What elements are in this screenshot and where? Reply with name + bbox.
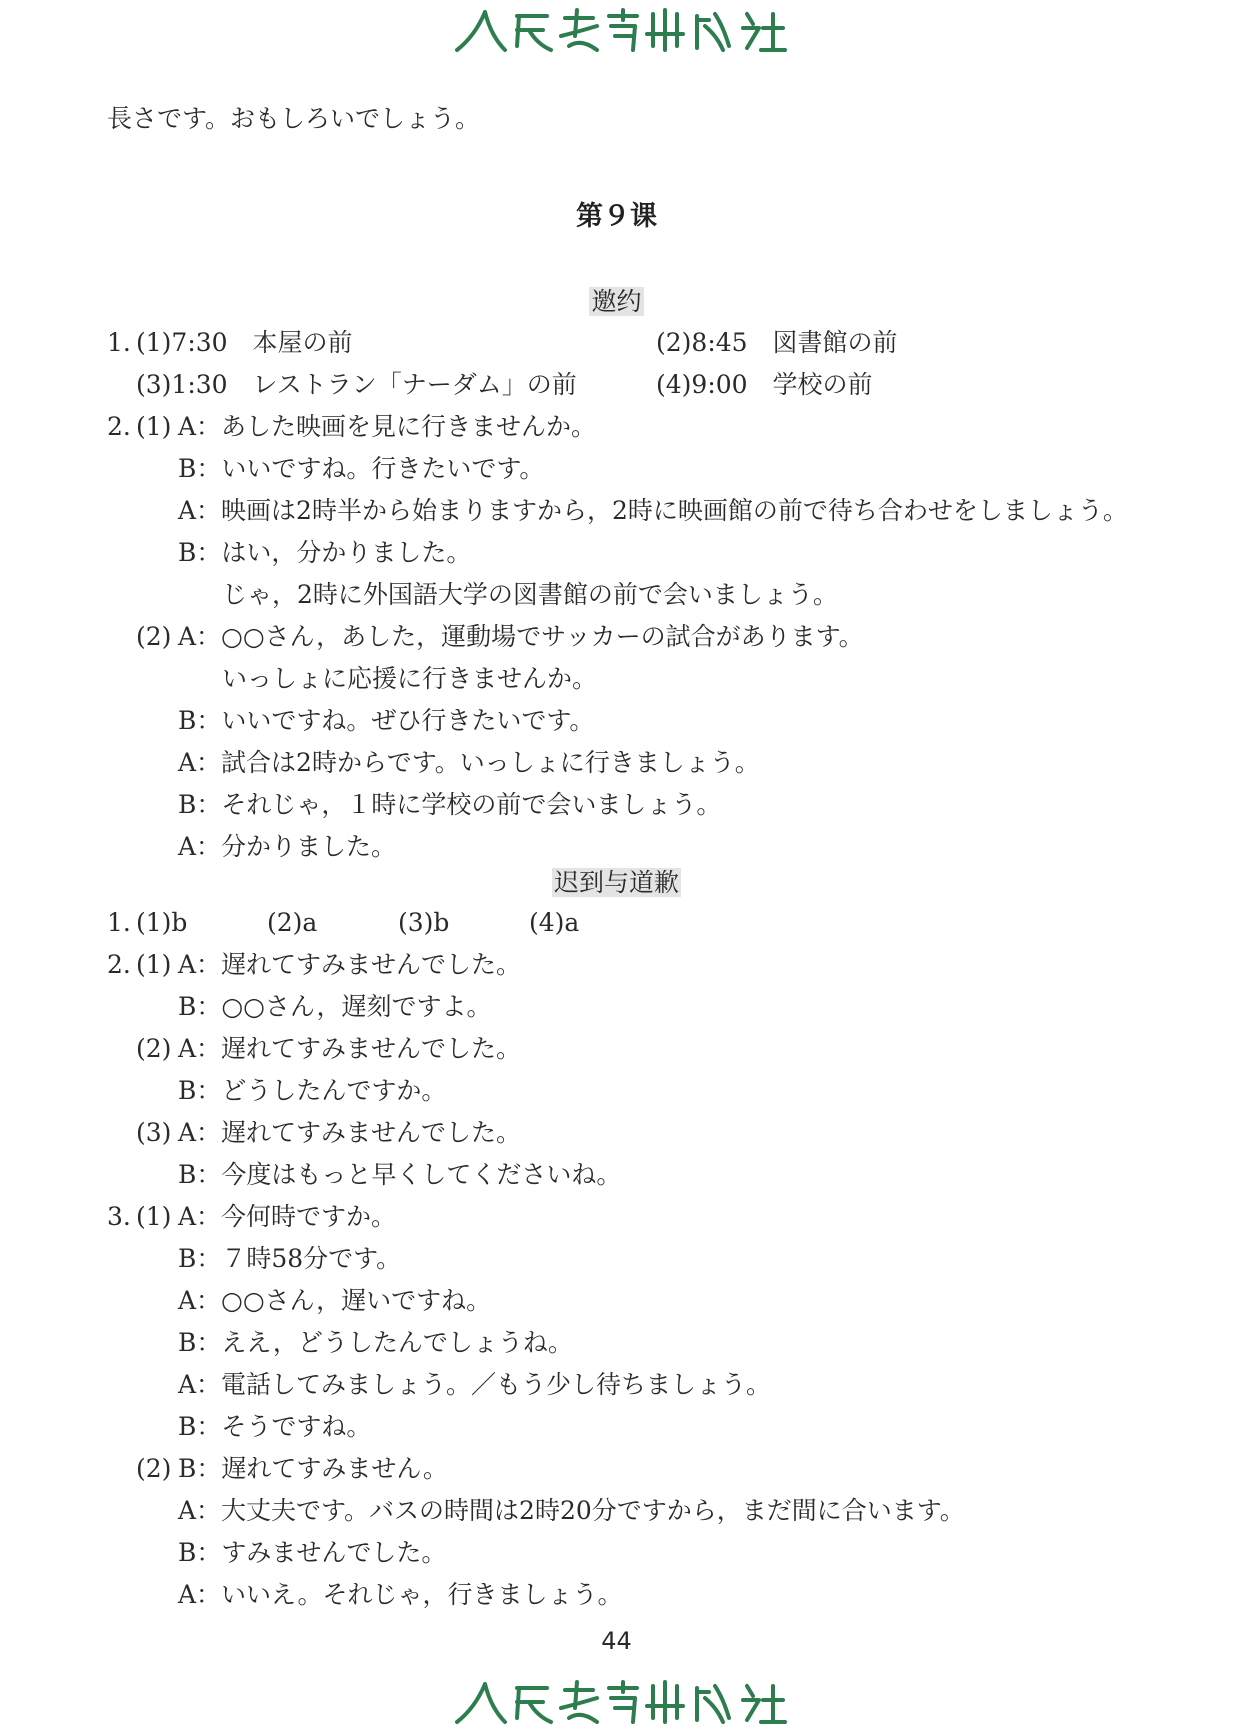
dialogue-line: B：はい，分かりました。: [178, 538, 472, 567]
publisher-logo-image: [447, 1678, 787, 1728]
dialogue-line: B：いいですね。行きたいです。: [178, 454, 545, 483]
late-q1-answer-4: (4)a: [529, 908, 580, 937]
dialogue-line: A：今何時ですか。: [178, 1202, 397, 1231]
invite-q2-num: 2.: [107, 412, 131, 441]
dialogue-line: A：遅れてすみませんでした。: [178, 950, 522, 979]
dialogue-line: B：いいですね。ぜひ行きたいです。: [178, 706, 595, 735]
dialogue-line: A：遅れてすみませんでした。: [178, 1118, 522, 1147]
dialogue-line: A：○○さん，遅いですね。: [178, 1286, 492, 1315]
section-heading-late-text: 迟到与道歉: [553, 868, 679, 897]
dialogue-line: B：遅れてすみません。: [178, 1454, 448, 1483]
dialogue-line: B：それじゃ，１時に学校の前で会いましょう。: [178, 790, 722, 819]
publisher-logo-top: [0, 6, 1233, 60]
invite-q2-p2-label: (2): [136, 622, 172, 651]
dialogue-line: いっしょに応援に行きませんか。: [222, 664, 598, 693]
invite-q1-item-4: (4)9:00 学校の前: [656, 370, 873, 399]
late-q1-answer-1: (1)b: [136, 908, 188, 937]
dialogue-line: B：そうですね。: [178, 1412, 372, 1441]
late-q2-num: 2.: [107, 950, 131, 979]
publisher-logo-image: [447, 6, 787, 56]
invite-q1-item-3: (3)1:30 レストラン「ナーダム」の前: [136, 370, 577, 399]
dialogue-line: A：分かりました。: [178, 832, 397, 861]
late-q3-p1-label: (1): [136, 1202, 172, 1231]
late-q1-answer-2: (2)a: [267, 908, 318, 937]
section-heading-late: [0, 868, 1233, 898]
late-q2-p3-label: (3): [136, 1118, 172, 1147]
invite-q1-num: 1.: [107, 328, 131, 357]
dialogue-line: A：映画は2時半から始まりますから，2時に映画館の前で待ち合わせをしましょう。: [178, 496, 1128, 525]
dialogue-line: A：遅れてすみませんでした。: [178, 1034, 522, 1063]
dialogue-line: B：○○さん，遅刻ですよ。: [178, 992, 492, 1021]
dialogue-line: A：試合は2時からです。いっしょに行きましょう。: [178, 748, 760, 777]
publisher-logo-bottom: [0, 1678, 1233, 1732]
dialogue-line: A：いいえ。それじゃ，行きましょう。: [178, 1580, 623, 1609]
section-heading-invite-text: 邀约: [591, 287, 642, 316]
dialogue-line: A：大丈夫です。バスの時間は2時20分ですから，まだ間に合います。: [178, 1496, 965, 1525]
late-q2-p2-label: (2): [136, 1034, 172, 1063]
late-q3-p2-label: (2): [136, 1454, 172, 1483]
late-q2-p1-label: (1): [136, 950, 172, 979]
dialogue-line: B：すみませんでした。: [178, 1538, 447, 1567]
dialogue-line: B：今度はもっと早くしてくださいね。: [178, 1160, 622, 1189]
late-q1-answer-3: (3)b: [398, 908, 450, 937]
dialogue-line: A：電話してみましょう。／もう少し待ちましょう。: [178, 1370, 772, 1399]
invite-q1-item-1: (1)7:30 本屋の前: [136, 328, 353, 357]
dialogue-line: じゃ，2時に外国語大学の図書館の前で会いましょう。: [222, 580, 838, 609]
late-q3-num: 3.: [107, 1202, 131, 1231]
late-q1-num: 1.: [107, 908, 131, 937]
invite-q2-p1-label: (1): [136, 412, 172, 441]
section-heading-invite: [0, 287, 1233, 317]
lesson-title: 第９课: [576, 201, 657, 232]
page-number: 44: [601, 1627, 632, 1655]
dialogue-line: B：どうしたんですか。: [178, 1076, 447, 1105]
dialogue-line: B：ええ，どうしたんでしょうね。: [178, 1328, 573, 1357]
intro-line: 長さです。おもしろいでしょう。: [107, 104, 481, 133]
dialogue-line: A：あした映画を見に行きませんか。: [178, 412, 597, 441]
dialogue-line: A：○○さん，あした，運動場でサッカーの試合があります。: [178, 622, 864, 651]
dialogue-line: B：７時58分です。: [178, 1244, 402, 1273]
invite-q1-item-2: (2)8:45 図書館の前: [656, 328, 898, 357]
